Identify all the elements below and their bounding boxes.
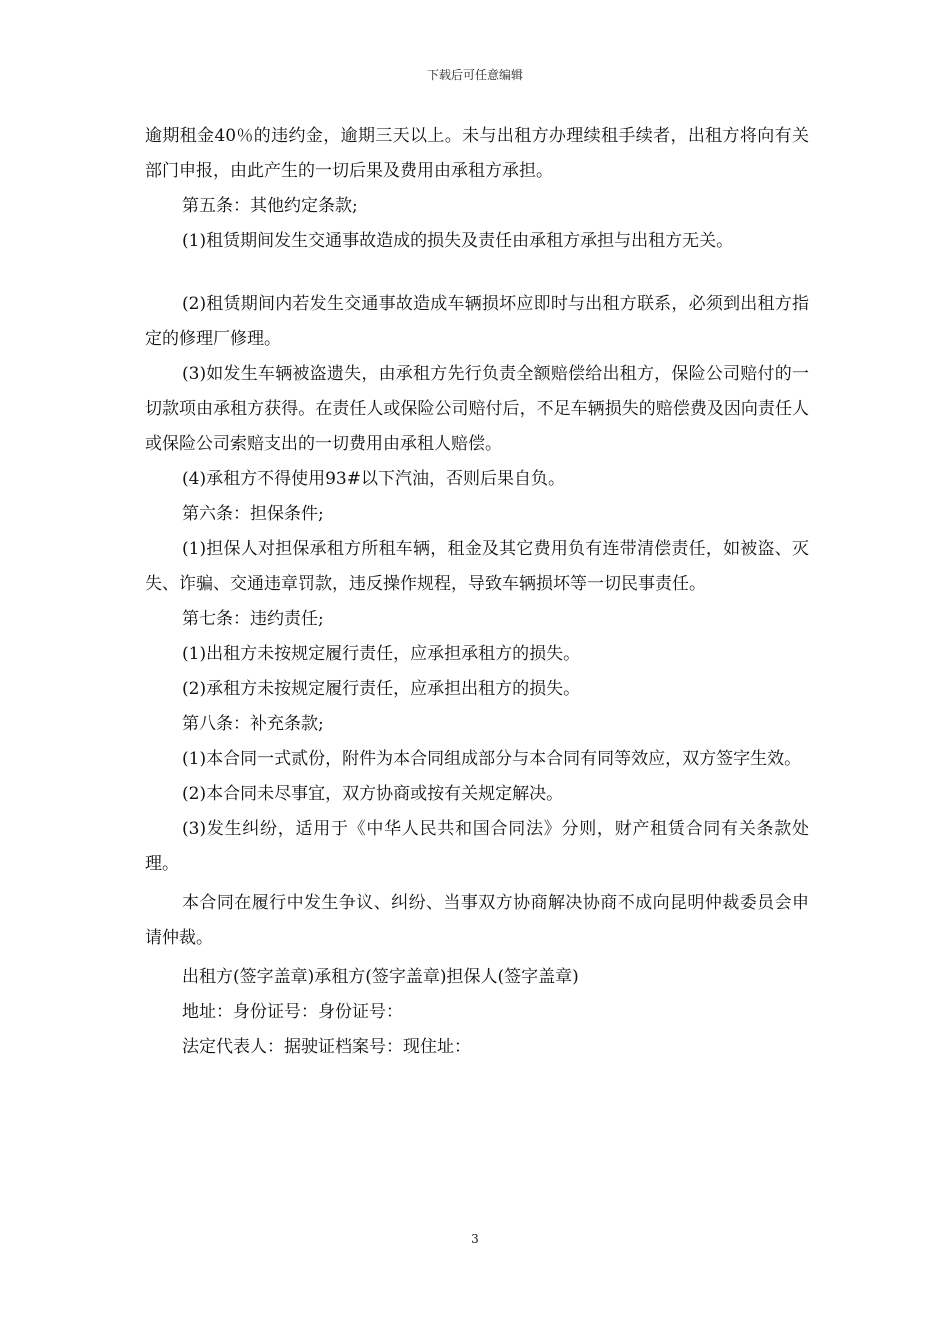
article-8-heading: 第八条：补充条款; <box>182 714 324 734</box>
signature-line: 出租方(签字盖章)承租方(签字盖章)担保人(签字盖章) <box>182 967 579 987</box>
article-8-item-2: (2)本合同未尽事宜，双方协商或按有关规定解决。 <box>182 784 564 804</box>
article-5-item-1: (1)租赁期间发生交通事故造成的损失及责任由承租方承担与出租方无关。 <box>182 231 734 251</box>
article-7-item-2: (2)承租方未按规定履行责任，应承担出租方的损失。 <box>182 679 581 699</box>
article-8-item-3: (3)发生纠纷，适用于《中华人民共和国合同法》分则，财产租赁合同有关条款处理。 <box>145 819 809 874</box>
article-5-heading: 第五条：其他约定条款; <box>182 196 358 216</box>
article-6-item-1: (1)担保人对担保承租方所租车辆，租金及其它费用负有连带清偿责任，如被盗、灭失、诈骗、交通违章罚款，违反操作规程，导致车辆损坏等一切民事责任。 <box>145 539 809 594</box>
page-number: 3 <box>471 1232 479 1246</box>
article-5-item-2: (2)租赁期间内若发生交通事故造成车辆损坏应即时与出租方联系，必须到出租方指定的修理厂修理。 <box>145 294 809 349</box>
article-6-heading: 第六条：担保条件; <box>182 504 324 524</box>
article-7-heading: 第七条：违约责任; <box>182 609 324 629</box>
article-5-item-4: (4)承租方不得使用93#以下汽油，否则后果自负。 <box>182 469 565 489</box>
page-header: 下载后可任意编辑 <box>426 68 523 82</box>
article-7-item-1: (1)出租方未按规定履行责任，应承担承租方的损失。 <box>182 644 581 664</box>
article-8-item-1: (1)本合同一式贰份，附件为本合同组成部分与本合同有同等效应，双方签字生效。 <box>182 749 802 769</box>
document-body <box>145 119 809 1065</box>
representative-line: 法定代表人：据驶证档案号：现住址： <box>182 1037 471 1057</box>
article-5-item-3: (3)如发生车辆被盗遗失，由承租方先行负责全额赔偿给出租方，保险公司赔付的一切款项由承租方获得。在责任人或保险公司赔付后，不足车辆损失的赔偿费及因向责任人或保险公司索赔支出的一切费用由承租人赔偿。 <box>145 364 809 454</box>
address-line: 地址：身份证号：身份证号： <box>182 1002 403 1022</box>
arbitration-clause: 本合同在履行中发生争议、纠纷、当事双方协商解决协商不成向昆明仲裁委员会申请仲裁。 <box>145 893 809 948</box>
paragraph-overdue-rent: 逾期租金40％的违约金，逾期三天以上。未与出租方办理续租手续者，出租方将向有关部门申报，由此产生的一切后果及费用由承租方承担。 <box>145 126 809 181</box>
